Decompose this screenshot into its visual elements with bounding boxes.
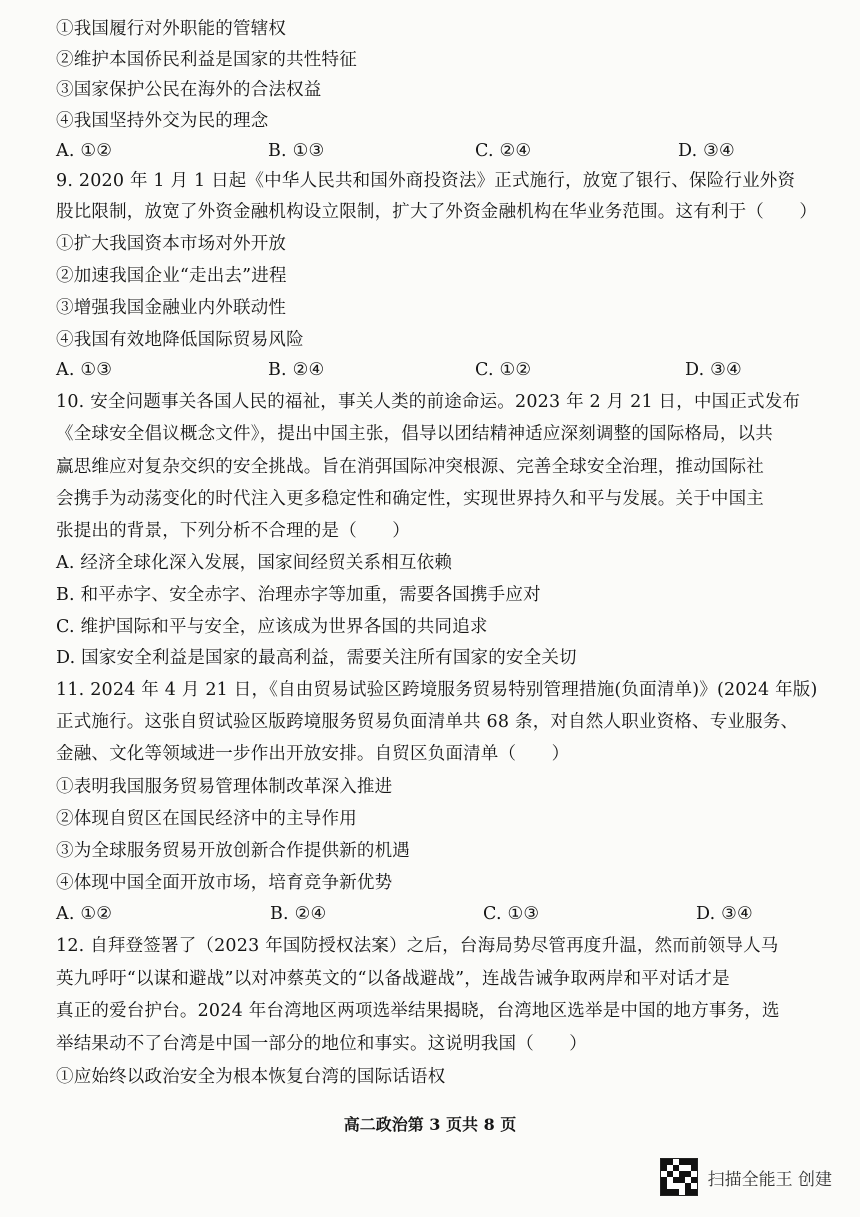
q10-stem-line-4: 会携手为动荡变化的时代注入更多稳定性和确定性，实现世界持久和平与发展。关于中国主 [56,489,764,509]
q8-statement-4: ④我国坚持外交为民的理念 [56,111,269,131]
q8-statement-2: ②维护本国侨民利益是国家的共性特征 [56,50,357,70]
qr-code-icon [660,1158,698,1196]
q12-stem-line-3: 真正的爱台护台。2024 年台湾地区两项选举结果揭晓，台湾地区选举是中国的地方事务，选 [56,1001,780,1021]
q9-statement-4: ④我国有效地降低国际贸易风险 [56,330,304,350]
option-a: A. ①③ [56,360,113,380]
option-c: C. ②④ [475,141,532,161]
q9-statement-1: ①扩大我国资本市场对外开放 [56,234,287,254]
q9-options [56,355,820,385]
q10-stem-line-3: 赢思维应对复杂交织的安全挑战。旨在消弭国际冲突根源、完善全球安全治理，推动国际社 [56,457,764,477]
q11-stem-line-1: 11. 2024 年 4 月 21 日，《自由贸易试验区跨境服务贸易特别管理措施(负面清单)》(2024 年版) [56,680,818,700]
q10-option-d: D. 国家安全利益是国家的最高利益，需要关注所有国家的安全关切 [56,648,577,668]
option-a: A. ①② [56,904,113,924]
q12-statement-1: ①应始终以政治安全为根本恢复台湾的国际话语权 [56,1067,446,1087]
q11-statement-3: ③为全球服务贸易开放创新合作提供新的机遇 [56,841,410,861]
q12-stem-line-1: 12. 自拜登签署了（2023 年国防授权法案）之后，台海局势尽管再度升温，然而前领导人马 [56,936,779,956]
q8-options [56,136,820,166]
option-b: B. ②④ [270,904,327,924]
q9-stem-line-2: 股比限制，放宽了外资金融机构设立限制，扩大了外资金融机构在华业务范围。这有利于（ ） [56,202,818,222]
q10-option-b: B. 和平赤字、安全赤字、治理赤字等加重，需要各国携手应对 [56,585,541,605]
q9-statement-3: ③增强我国金融业内外联动性 [56,298,287,318]
option-b: B. ②④ [268,360,325,380]
q11-statement-2: ②体现自贸区在国民经济中的主导作用 [56,809,357,829]
option-d: D. ③④ [678,141,735,161]
q12-stem-line-4: 举结果动不了台湾是中国一部分的地位和事实。这说明我国（ ） [56,1034,587,1054]
option-a: A. ①② [56,141,113,161]
q8-statement-1: ①我国履行对外职能的管辖权 [56,19,287,39]
q9-stem-line-1: 9. 2020 年 1 月 1 日起《中华人民共和国外商投资法》正式施行，放宽了银行、保险行业外资 [56,171,796,191]
scanner-watermark [660,1158,832,1196]
q10-stem-line-2: 《全球安全倡议概念文件》，提出中国主张，倡导以团结精神适应深刻调整的国际格局，以共 [56,424,773,444]
q10-stem-line-1: 10. 安全问题事关各国人民的福祉，事关人类的前途命运。2023 年 2 月 21 日，中国正式发布 [56,392,801,412]
watermark-text: 扫描全能王 创建 [707,1169,832,1190]
option-c: C. ①③ [483,904,540,924]
option-d: D. ③④ [696,904,753,924]
q11-options [56,899,820,929]
page-footer: 高二政治第 3 页共 8 页 [343,1115,517,1134]
q8-statement-3: ③国家保护公民在海外的合法权益 [56,80,322,100]
option-c: C. ①② [475,360,532,380]
option-b: B. ①③ [268,141,325,161]
q10-option-c: C. 维护国际和平与安全，应该成为世界各国的共同追求 [56,617,488,637]
q11-statement-1: ①表明我国服务贸易管理体制改革深入推进 [56,777,393,797]
q11-stem-line-2: 正式施行。这张自贸试验区版跨境服务贸易负面清单共 68 条，对自然人职业资格、专业服务、 [56,712,799,732]
option-d: D. ③④ [685,360,742,380]
q12-stem-line-2: 英九呼吁“以谋和避战”以对冲蔡英文的“以备战避战”，连战告诫争取两岸和平对话才是 [56,969,730,989]
q10-stem-line-5: 张提出的背景，下列分析不合理的是（ ） [56,521,410,541]
q9-statement-2: ②加速我国企业“走出去”进程 [56,266,287,286]
q11-statement-4: ④体现中国全面开放市场，培育竞争新优势 [56,873,393,893]
q11-stem-line-3: 金融、文化等领域进一步作出开放安排。自贸区负面清单（ ） [56,744,570,764]
q10-option-a: A. 经济全球化深入发展，国家间经贸关系相互依赖 [56,553,453,573]
